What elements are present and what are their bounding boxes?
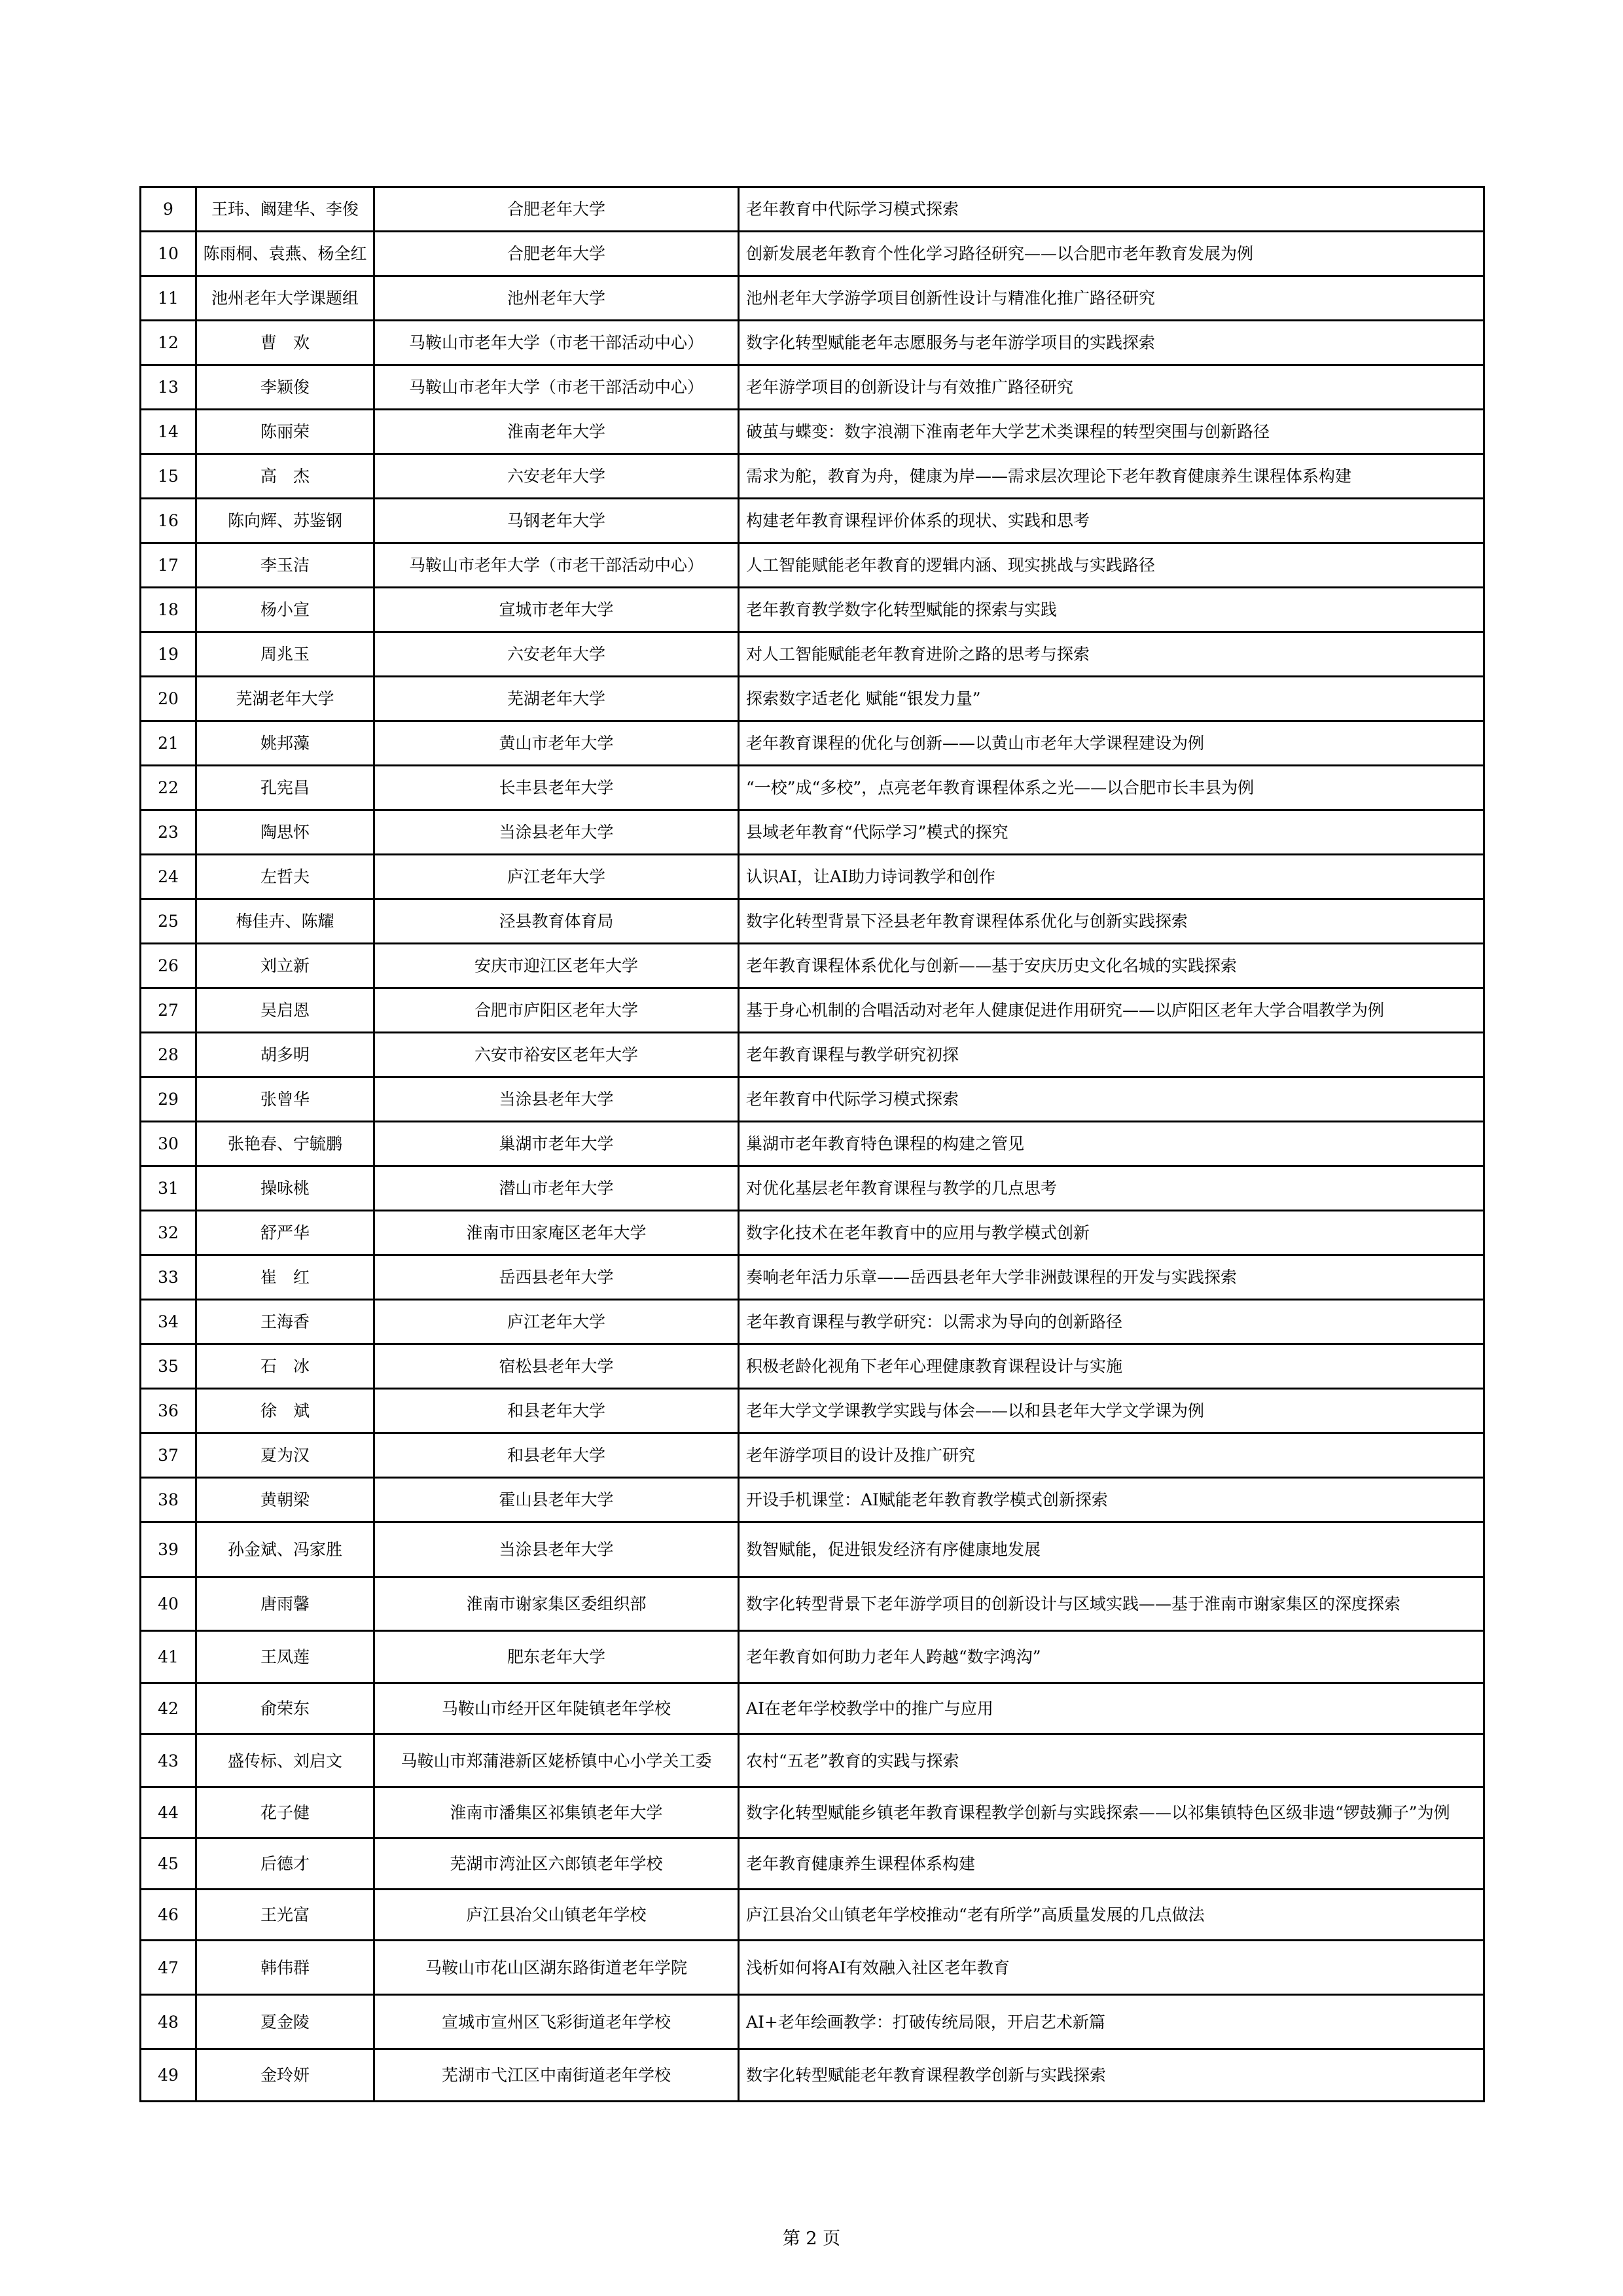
table-row <box>141 632 1484 677</box>
table-row <box>141 810 1484 855</box>
unit-cell: 合肥老年大学 <box>374 187 739 232</box>
row-number-cell: 37 <box>141 1433 196 1478</box>
unit-cell: 肥东老年大学 <box>374 1631 739 1683</box>
unit-cell: 岳西县老年大学 <box>374 1255 739 1300</box>
paper-title-cell: 老年教育课程与教学研究初探 <box>739 1033 1484 1077</box>
author-cell: 陶思怀 <box>196 810 374 855</box>
paper-title-cell: 开设手机课堂：AI赋能老年教育教学模式创新探索 <box>739 1478 1484 1522</box>
author-cell: 花子健 <box>196 1787 374 1839</box>
unit-cell: 黄山市老年大学 <box>374 721 739 766</box>
row-number-cell: 34 <box>141 1300 196 1344</box>
author-cell: 操咏桃 <box>196 1166 374 1211</box>
table-row <box>141 1033 1484 1077</box>
paper-title-cell: 县域老年教育“代际学习”模式的探究 <box>739 810 1484 855</box>
unit-cell: 马鞍山市花山区湖东路街道老年学院 <box>374 1941 739 1995</box>
paper-title-cell: 老年教育课程的优化与创新——以黄山市老年大学课程建设为例 <box>739 721 1484 766</box>
table-row <box>141 499 1484 543</box>
row-number-cell: 39 <box>141 1522 196 1577</box>
paper-title-cell: 老年游学项目的创新设计与有效推广路径研究 <box>739 365 1484 410</box>
paper-title-cell: 老年教育教学数字化转型赋能的探索与实践 <box>739 588 1484 632</box>
row-number-cell: 24 <box>141 855 196 899</box>
unit-cell: 芜湖市弋江区中南街道老年学校 <box>374 2049 739 2102</box>
author-cell: 吴启恩 <box>196 988 374 1033</box>
row-number-cell: 28 <box>141 1033 196 1077</box>
paper-title-cell: 数字化转型赋能老年教育课程教学创新与实践探索 <box>739 2049 1484 2102</box>
paper-title-cell: 奏响老年活力乐章——岳西县老年大学非洲鼓课程的开发与实践探索 <box>739 1255 1484 1300</box>
unit-cell: 马鞍山市经开区年陡镇老年学校 <box>374 1683 739 1734</box>
table-row <box>141 721 1484 766</box>
row-number-cell: 30 <box>141 1122 196 1166</box>
table-row <box>141 1890 1484 1941</box>
table-row <box>141 1211 1484 1255</box>
author-cell: 曹 欢 <box>196 321 374 365</box>
unit-cell: 六安老年大学 <box>374 454 739 499</box>
row-number-cell: 14 <box>141 410 196 454</box>
unit-cell: 合肥市庐阳区老年大学 <box>374 988 739 1033</box>
unit-cell: 合肥老年大学 <box>374 232 739 276</box>
table-row <box>141 1389 1484 1433</box>
row-number-cell: 36 <box>141 1389 196 1433</box>
author-cell: 姚邦藻 <box>196 721 374 766</box>
table-row <box>141 1683 1484 1734</box>
row-number-cell: 41 <box>141 1631 196 1683</box>
paper-title-cell: “一校”成“多校”，点亮老年教育课程体系之光——以合肥市长丰县为例 <box>739 766 1484 810</box>
unit-cell: 庐江县冶父山镇老年学校 <box>374 1890 739 1941</box>
paper-title-cell: 积极老龄化视角下老年心理健康教育课程设计与实施 <box>739 1344 1484 1389</box>
unit-cell: 六安市裕安区老年大学 <box>374 1033 739 1077</box>
unit-cell: 庐江老年大学 <box>374 1300 739 1344</box>
paper-title-cell: 对优化基层老年教育课程与教学的几点思考 <box>739 1166 1484 1211</box>
paper-title-cell: 创新发展老年教育个性化学习路径研究——以合肥市老年教育发展为例 <box>739 232 1484 276</box>
author-cell: 陈雨桐、袁燕、杨全红 <box>196 232 374 276</box>
author-cell: 孔宪昌 <box>196 766 374 810</box>
row-number-cell: 40 <box>141 1577 196 1631</box>
table-row <box>141 2049 1484 2102</box>
row-number-cell: 33 <box>141 1255 196 1300</box>
author-cell: 夏为汉 <box>196 1433 374 1478</box>
table-row <box>141 1941 1484 1995</box>
table-body <box>141 187 1484 2102</box>
row-number-cell: 44 <box>141 1787 196 1839</box>
author-cell: 胡多明 <box>196 1033 374 1077</box>
author-cell: 盛传标、刘启文 <box>196 1734 374 1787</box>
author-cell: 金玲妍 <box>196 2049 374 2102</box>
author-cell: 李玉洁 <box>196 543 374 588</box>
table-row <box>141 944 1484 988</box>
paper-title-cell: 需求为舵，教育为舟，健康为岸——需求层次理论下老年教育健康养生课程体系构建 <box>739 454 1484 499</box>
unit-cell: 马鞍山市老年大学（市老干部活动中心） <box>374 543 739 588</box>
row-number-cell: 22 <box>141 766 196 810</box>
row-number-cell: 26 <box>141 944 196 988</box>
paper-title-cell: 破茧与蝶变：数字浪潮下淮南老年大学艺术类课程的转型突围与创新路径 <box>739 410 1484 454</box>
unit-cell: 泾县教育体育局 <box>374 899 739 944</box>
table-row <box>141 1734 1484 1787</box>
unit-cell: 霍山县老年大学 <box>374 1478 739 1522</box>
author-cell: 刘立新 <box>196 944 374 988</box>
row-number-cell: 11 <box>141 276 196 321</box>
paper-title-cell: 农村“五老”教育的实践与探索 <box>739 1734 1484 1787</box>
table-row <box>141 276 1484 321</box>
author-cell: 周兆玉 <box>196 632 374 677</box>
paper-title-cell: 人工智能赋能老年教育的逻辑内涵、现实挑战与实践路径 <box>739 543 1484 588</box>
table-row <box>141 321 1484 365</box>
unit-cell: 马鞍山市郑蒲港新区姥桥镇中心小学关工委 <box>374 1734 739 1787</box>
table-row <box>141 899 1484 944</box>
row-number-cell: 20 <box>141 677 196 721</box>
paper-title-cell: 池州老年大学游学项目创新性设计与精准化推广路径研究 <box>739 276 1484 321</box>
paper-title-cell: 老年教育课程与教学研究：以需求为导向的创新路径 <box>739 1300 1484 1344</box>
row-number-cell: 13 <box>141 365 196 410</box>
row-number-cell: 32 <box>141 1211 196 1255</box>
unit-cell: 当涂县老年大学 <box>374 810 739 855</box>
table-row <box>141 1787 1484 1839</box>
author-cell: 李颖俊 <box>196 365 374 410</box>
paper-title-cell: 数字化转型背景下泾县老年教育课程体系优化与创新实践探索 <box>739 899 1484 944</box>
row-number-cell: 21 <box>141 721 196 766</box>
table-row <box>141 1300 1484 1344</box>
table-row <box>141 187 1484 232</box>
unit-cell: 淮南老年大学 <box>374 410 739 454</box>
row-number-cell: 12 <box>141 321 196 365</box>
paper-title-cell: 老年教育如何助力老年人跨越“数字鸿沟” <box>739 1631 1484 1683</box>
awards-list-table <box>139 186 1485 2102</box>
author-cell: 石 冰 <box>196 1344 374 1389</box>
paper-title-cell: 数字化技术在老年教育中的应用与教学模式创新 <box>739 1211 1484 1255</box>
paper-title-cell: 构建老年教育课程评价体系的现状、实践和思考 <box>739 499 1484 543</box>
row-number-cell: 48 <box>141 1995 196 2049</box>
author-cell: 徐 斌 <box>196 1389 374 1433</box>
row-number-cell: 19 <box>141 632 196 677</box>
unit-cell: 池州老年大学 <box>374 276 739 321</box>
author-cell: 高 杰 <box>196 454 374 499</box>
author-cell: 张艳春、宁毓鹏 <box>196 1122 374 1166</box>
unit-cell: 安庆市迎江区老年大学 <box>374 944 739 988</box>
row-number-cell: 15 <box>141 454 196 499</box>
author-cell: 黄朝梁 <box>196 1478 374 1522</box>
unit-cell: 和县老年大学 <box>374 1433 739 1478</box>
row-number-cell: 35 <box>141 1344 196 1389</box>
row-number-cell: 49 <box>141 2049 196 2102</box>
unit-cell: 当涂县老年大学 <box>374 1522 739 1577</box>
row-number-cell: 47 <box>141 1941 196 1995</box>
table-row <box>141 1166 1484 1211</box>
table-row <box>141 543 1484 588</box>
unit-cell: 当涂县老年大学 <box>374 1077 739 1122</box>
row-number-cell: 43 <box>141 1734 196 1787</box>
unit-cell: 和县老年大学 <box>374 1389 739 1433</box>
author-cell: 池州老年大学课题组 <box>196 276 374 321</box>
table-row <box>141 1478 1484 1522</box>
author-cell: 左哲夫 <box>196 855 374 899</box>
author-cell: 舒严华 <box>196 1211 374 1255</box>
unit-cell: 庐江老年大学 <box>374 855 739 899</box>
paper-title-cell: AI+老年绘画教学：打破传统局限，开启艺术新篇 <box>739 1995 1484 2049</box>
author-cell: 杨小宣 <box>196 588 374 632</box>
author-cell: 王凤莲 <box>196 1631 374 1683</box>
unit-cell: 宿松县老年大学 <box>374 1344 739 1389</box>
table-row <box>141 588 1484 632</box>
author-cell: 王海香 <box>196 1300 374 1344</box>
unit-cell: 淮南市田家庵区老年大学 <box>374 1211 739 1255</box>
unit-cell: 淮南市潘集区祁集镇老年大学 <box>374 1787 739 1839</box>
paper-title-cell: 探索数字适老化 赋能“银发力量” <box>739 677 1484 721</box>
unit-cell: 长丰县老年大学 <box>374 766 739 810</box>
row-number-cell: 29 <box>141 1077 196 1122</box>
unit-cell: 马鞍山市老年大学（市老干部活动中心） <box>374 365 739 410</box>
paper-title-cell: 巢湖市老年教育特色课程的构建之管见 <box>739 1122 1484 1166</box>
table-row <box>141 1433 1484 1478</box>
table-row <box>141 1839 1484 1890</box>
unit-cell: 芜湖市湾沚区六郎镇老年学校 <box>374 1839 739 1890</box>
paper-title-cell: 老年教育健康养生课程体系构建 <box>739 1839 1484 1890</box>
row-number-cell: 46 <box>141 1890 196 1941</box>
author-cell: 俞荣东 <box>196 1683 374 1734</box>
row-number-cell: 38 <box>141 1478 196 1522</box>
table-row <box>141 988 1484 1033</box>
unit-cell: 马钢老年大学 <box>374 499 739 543</box>
row-number-cell: 45 <box>141 1839 196 1890</box>
table-row <box>141 1631 1484 1683</box>
paper-title-cell: 老年教育中代际学习模式探索 <box>739 1077 1484 1122</box>
table-row <box>141 1995 1484 2049</box>
table-row <box>141 1077 1484 1122</box>
paper-title-cell: 数字化转型赋能老年志愿服务与老年游学项目的实践探索 <box>739 321 1484 365</box>
paper-title-cell: 老年教育课程体系优化与创新——基于安庆历史文化名城的实践探索 <box>739 944 1484 988</box>
paper-title-cell: 认识AI，让AI助力诗词教学和创作 <box>739 855 1484 899</box>
author-cell: 梅佳卉、陈耀 <box>196 899 374 944</box>
author-cell: 陈向辉、苏鉴钢 <box>196 499 374 543</box>
paper-title-cell: 庐江县冶父山镇老年学校推动“老有所学”高质量发展的几点做法 <box>739 1890 1484 1941</box>
unit-cell: 淮南市谢家集区委组织部 <box>374 1577 739 1631</box>
table-row <box>141 1344 1484 1389</box>
table-row <box>141 1577 1484 1631</box>
row-number-cell: 16 <box>141 499 196 543</box>
author-cell: 张曾华 <box>196 1077 374 1122</box>
paper-title-cell: 基于身心机制的合唱活动对老年人健康促进作用研究——以庐阳区老年大学合唱教学为例 <box>739 988 1484 1033</box>
page-number: 第 2 页 <box>782 2229 841 2249</box>
author-cell: 唐雨馨 <box>196 1577 374 1631</box>
table-row <box>141 1522 1484 1577</box>
row-number-cell: 10 <box>141 232 196 276</box>
table-row <box>141 766 1484 810</box>
row-number-cell: 9 <box>141 187 196 232</box>
unit-cell: 六安老年大学 <box>374 632 739 677</box>
author-cell: 夏金陵 <box>196 1995 374 2049</box>
author-cell: 崔 红 <box>196 1255 374 1300</box>
table-row <box>141 1255 1484 1300</box>
table-row <box>141 365 1484 410</box>
paper-title-cell: 浅析如何将AI有效融入社区老年教育 <box>739 1941 1484 1995</box>
author-cell: 韩伟群 <box>196 1941 374 1995</box>
author-cell: 芜湖老年大学 <box>196 677 374 721</box>
table-row <box>141 677 1484 721</box>
table-row <box>141 1122 1484 1166</box>
unit-cell: 巢湖市老年大学 <box>374 1122 739 1166</box>
row-number-cell: 18 <box>141 588 196 632</box>
table-row <box>141 232 1484 276</box>
paper-title-cell: 老年教育中代际学习模式探索 <box>739 187 1484 232</box>
row-number-cell: 23 <box>141 810 196 855</box>
paper-title-cell: AI在老年学校教学中的推广与应用 <box>739 1683 1484 1734</box>
row-number-cell: 27 <box>141 988 196 1033</box>
unit-cell: 芜湖老年大学 <box>374 677 739 721</box>
paper-title-cell: 老年游学项目的设计及推广研究 <box>739 1433 1484 1478</box>
row-number-cell: 17 <box>141 543 196 588</box>
table-row <box>141 410 1484 454</box>
unit-cell: 马鞍山市老年大学（市老干部活动中心） <box>374 321 739 365</box>
unit-cell: 潜山市老年大学 <box>374 1166 739 1211</box>
paper-title-cell: 对人工智能赋能老年教育进阶之路的思考与探索 <box>739 632 1484 677</box>
row-number-cell: 31 <box>141 1166 196 1211</box>
unit-cell: 宣城市宣州区飞彩街道老年学校 <box>374 1995 739 2049</box>
table-row <box>141 454 1484 499</box>
row-number-cell: 42 <box>141 1683 196 1734</box>
paper-title-cell: 数智赋能，促进银发经济有序健康地发展 <box>739 1522 1484 1577</box>
author-cell: 王光富 <box>196 1890 374 1941</box>
unit-cell: 宣城市老年大学 <box>374 588 739 632</box>
author-cell: 后德才 <box>196 1839 374 1890</box>
author-cell: 孙金斌、冯家胜 <box>196 1522 374 1577</box>
row-number-cell: 25 <box>141 899 196 944</box>
paper-title-cell: 数字化转型赋能乡镇老年教育课程教学创新与实践探索——以祁集镇特色区级非遗“锣鼓狮子”为例 <box>739 1787 1484 1839</box>
paper-title-cell: 数字化转型背景下老年游学项目的创新设计与区域实践——基于淮南市谢家集区的深度探索 <box>739 1577 1484 1631</box>
author-cell: 王玮、阚建华、李俊 <box>196 187 374 232</box>
author-cell: 陈丽荣 <box>196 410 374 454</box>
paper-title-cell: 老年大学文学课教学实践与体会——以和县老年大学文学课为例 <box>739 1389 1484 1433</box>
table-row <box>141 855 1484 899</box>
